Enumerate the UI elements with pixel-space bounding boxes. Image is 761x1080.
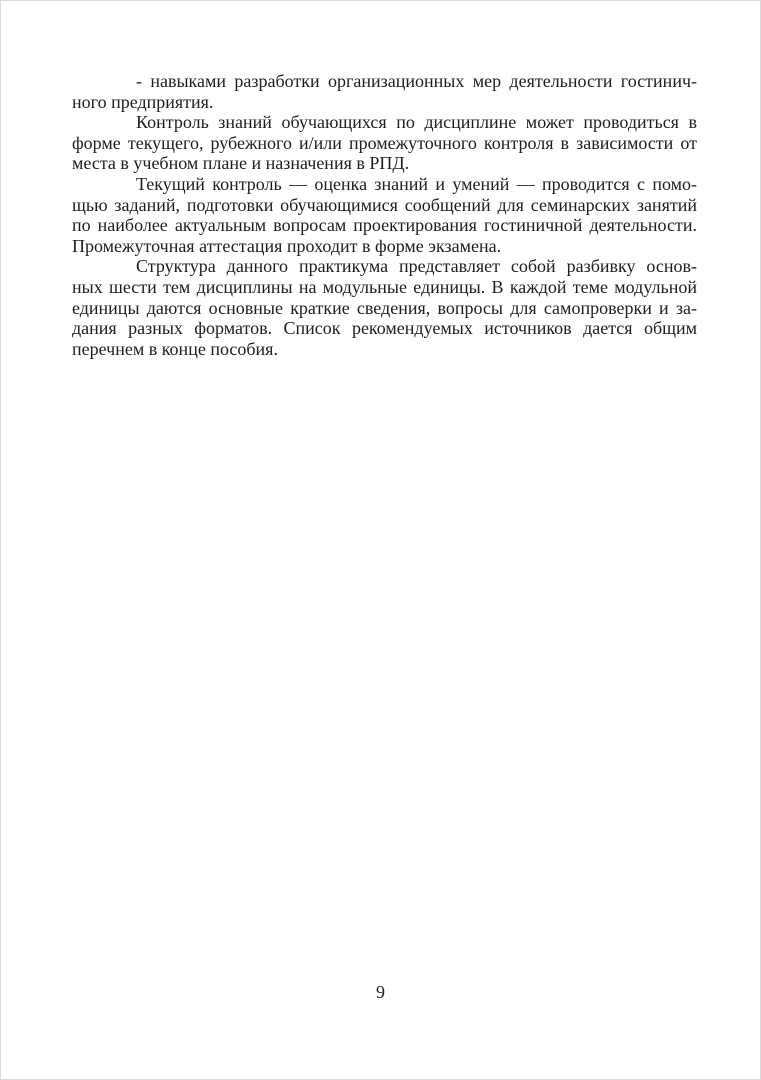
text-line: форме текущего, рубежного и/или промежуточного контроля в зависимости от <box>72 132 697 153</box>
text-line: ных шести тем дисциплины на модульные единицы. В каждой теме модульной <box>72 276 697 297</box>
text-line: Промежуточная аттестация проходит в форме экзамена. <box>72 235 502 256</box>
text-line: ного предприятия. <box>72 91 214 112</box>
body-text <box>72 71 697 359</box>
paragraph <box>72 174 697 256</box>
text-line: единицы даются основные краткие сведения, вопросы для самопроверки и за- <box>72 297 697 318</box>
text-line: щью заданий, подготовки обучающимися сообщений для семинарских занятий <box>72 194 697 215</box>
text-line: Структура данного практикума представляет собой разбивку основ- <box>136 256 697 277</box>
text-line: Контроль знаний обучающихся по дисциплине может проводиться в <box>136 112 697 133</box>
paragraph <box>72 112 697 174</box>
text-line: Текущий контроль — оценка знаний и умений — проводится с помо- <box>136 173 697 194</box>
paragraph <box>72 71 697 112</box>
paragraph <box>72 256 697 359</box>
text-line: - навыками разработки организационных мер деятельности гостинич- <box>136 71 697 91</box>
page-number: 9 <box>376 982 385 1002</box>
text-line: по наиболее актуальным вопросам проектирования гостиничной деятельности. <box>72 215 697 236</box>
text-line: места в учебном плане и назначения в РПД. <box>72 153 410 174</box>
text-line: перечнем в конце пособия. <box>72 338 278 359</box>
text-line: дания разных форматов. Список рекомендуемых источников дается общим <box>72 318 697 339</box>
